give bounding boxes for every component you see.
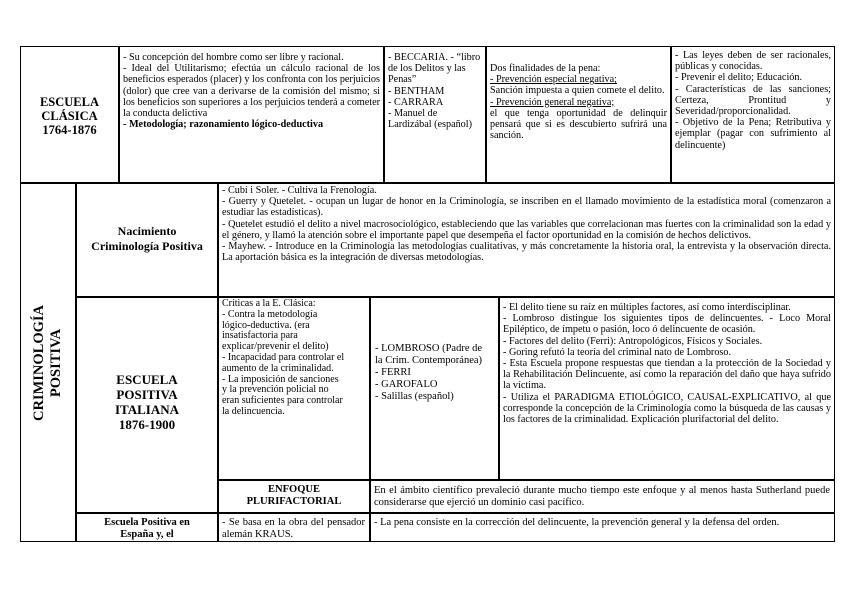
- clasica-concepcion-cell: [119, 46, 384, 183]
- finalidad-label: - Prevención especial negativa;: [490, 74, 618, 86]
- clasica-autor-item: - CARRARA: [388, 96, 444, 108]
- espana-title-line1: Escuela Positiva en: [104, 517, 190, 528]
- critica-item: - Contra la metodología lógico-deductiva. (era insatisfactoria para explicar/prevenir el delito): [222, 308, 329, 353]
- italiana-autores-cell: [370, 297, 499, 480]
- espana-obra-text: - Se basa en la obra del pensador alemán KRAUS.: [222, 517, 365, 540]
- criminology-table: [20, 46, 835, 542]
- positiva-vertical-title: [31, 304, 65, 420]
- nacimiento-title-line2: Criminología Positiva: [91, 239, 203, 253]
- italiana-autor-item: - FERRI: [375, 367, 411, 378]
- clasica-autor-item: - BENTHAM: [388, 85, 445, 97]
- nacimiento-title-cell: [76, 183, 218, 297]
- finalidad-text: el que tenga oportunidad de delinquir pensará que si es descubierto sufrirá una sanción.: [490, 107, 667, 142]
- italiana-title-line1: ESCUELA: [116, 372, 178, 387]
- enfoque-text: En el ámbito científico prevaleció durante mucho tiempo este enfoque y al menos hasta Sutherland puede considerarse que ejerció un dominio casi pacífico.: [374, 485, 830, 508]
- enfoque-title-line1: ENFOQUE: [268, 484, 320, 495]
- nacimiento-item: - Quetelet estudió el delito a nivel macrosociológico, estableciendo que las variables que correlacionan mas fuertes con la criminalidad son la edad y el género, y llamó la atención sobre el importante papel que desempeña el factor oportunidad en la comisión de hechos delictivos.: [222, 218, 831, 241]
- espana-title-cell: [76, 513, 218, 542]
- espana-obra-cell: [218, 513, 370, 542]
- finalidad-label: - Prevención general negativa;: [490, 96, 615, 108]
- clasica-concepcion-item: - Ideal del Utilitarismo; efectúa un cálculo racional de los beneficios esperados (placer) y los confronta con los perjuicios (dolor) que cree van a derivarse de la comisión del mismo; si los beneficios son superiores a los perjuicios tenderá a cometer la conducta delictiva: [123, 63, 380, 120]
- positiva-vertical-line1: CRIMINOLOGÍA: [31, 304, 47, 421]
- enfoque-text-cell: [370, 480, 835, 513]
- clasica-ley-item: - Objetivo de la Pena; Retributiva y ejemplar (pagar con sufrimiento al delincuente): [675, 117, 831, 151]
- espana-title-line2: España y, el: [120, 529, 174, 540]
- nacimiento-content-cell: [218, 183, 835, 297]
- nacimiento-item: - Cubí i Soler. - Cultiva la Frenología.: [222, 185, 377, 196]
- clasica-ley-item: - Prevenir el delito; Educación.: [675, 72, 803, 84]
- italiana-idea-item: - El delito tiene su raíz en múltiples factores, así como interdisciplinar.: [503, 302, 791, 313]
- clasica-concepcion-item: - Metodología; razonamiento lógico-deductiva: [123, 119, 324, 131]
- italiana-title-line2: POSITIVA: [116, 387, 178, 402]
- espana-pena-text: - La pena consiste en la corrección del delincuente, la prevención general y la defensa del orden.: [374, 517, 780, 528]
- clasica-concepcion-item: - Su concepción del hombre como ser libre y racional.: [123, 52, 344, 63]
- positiva-vertical-line2: POSITIVA: [48, 328, 64, 397]
- nacimiento-title-line1: Nacimiento: [117, 224, 177, 238]
- italiana-idea-item: - Lombroso distingue los siguientes tipos de delincuentes. - Loco Moral Epiléptico, de ímpetu o pasión, loco ó delincuente de ocasión.: [503, 313, 831, 336]
- clasica-title-line2: CLÁSICA: [41, 109, 98, 123]
- clasica-title-cell: [20, 46, 119, 183]
- nacimiento-item: - Guerry y Quetelet. - ocupan un lugar de honor en la Criminología, se inscriben en el llamado movimiento de la estadística moral (comenzaron a estudiar las estadísticas).: [222, 196, 831, 219]
- italiana-idea-item: - Goring refutó la teoría del criminal nato de Lombroso.: [503, 346, 732, 358]
- italiana-criticas-cell: [218, 297, 370, 480]
- criticas-title: Críticas a la E. Clásica:: [222, 298, 316, 309]
- critica-item: - La imposición de sanciones y la prevención policial no eran suficientes para controlar la delincuencia.: [222, 373, 343, 417]
- italiana-idea-item: - Esta Escuela propone respuestas que tiendan a la protección de la Sociedad y la Rehabilitación Delincuente, así como la reparación del daño que haya sufrido la víctima.: [503, 358, 831, 392]
- nacimiento-item: - Mayhew. - Introduce en la Criminología las metodologías cualitativas, y más concretamente la historia oral, la entrevista y la observación directa. La aportación básica es la integración de diversas metodologías.: [222, 241, 831, 264]
- finalidad-text: Sanción impuesta a quien comete el delito.: [490, 85, 665, 97]
- espana-pena-cell: [370, 513, 835, 542]
- italiana-ideas-cell: [499, 297, 835, 480]
- clasica-ley-item: - Características de las sanciones; Certeza, Prontitud y Severidad/proporcionalidad.: [675, 83, 831, 118]
- italiana-idea-item: - Factores del delito (Ferri): Antropológicos, Físicos y Sociales.: [503, 335, 763, 347]
- italiana-autor-item: - LOMBROSO (Padre de la Crim. Contemporánea): [375, 343, 483, 366]
- clasica-title-line1: ESCUELA: [39, 95, 100, 109]
- critica-item: - Incapacidad para controlar el aumento de la criminalidad.: [222, 351, 345, 374]
- enfoque-title-cell: [218, 480, 370, 513]
- clasica-autor-item: - Manuel de Lardizábal (español): [388, 108, 473, 131]
- clasica-ley-item: - Las leyes deben de ser racionales, públicas y conocidas.: [675, 50, 831, 73]
- italiana-idea-item: - Utiliza el PARADIGMA ETIOLÓGICO, CAUSAL-EXPLICATIVO, al que corresponde la concepción de la Criminología como la búsqueda de las causas y los factores de la criminalidad. Explicación plurifactorial del delito.: [503, 391, 831, 426]
- clasica-finalidades-cell: [486, 46, 671, 183]
- italiana-autor-item: - GAROFALO: [375, 379, 438, 390]
- clasica-autores-cell: [384, 46, 486, 183]
- italiana-title-line3: ITALIANA: [114, 402, 180, 417]
- clasica-title-line3: 1764-1876: [42, 123, 97, 137]
- italiana-title-cell: [76, 297, 218, 513]
- enfoque-title-line2: PLURIFACTORIAL: [246, 496, 342, 507]
- clasica-autor-item: - BECCARIA. - “libro de los Delitos y las Penas”: [388, 52, 481, 86]
- positiva-vertical-cell: [20, 183, 76, 542]
- italiana-title-line4: 1876-1900: [118, 417, 176, 432]
- finalidades-title: Dos finalidades de la pena:: [490, 63, 601, 74]
- clasica-leyes-cell: [671, 46, 835, 183]
- italiana-autor-item: - Salillas (español): [375, 391, 454, 402]
